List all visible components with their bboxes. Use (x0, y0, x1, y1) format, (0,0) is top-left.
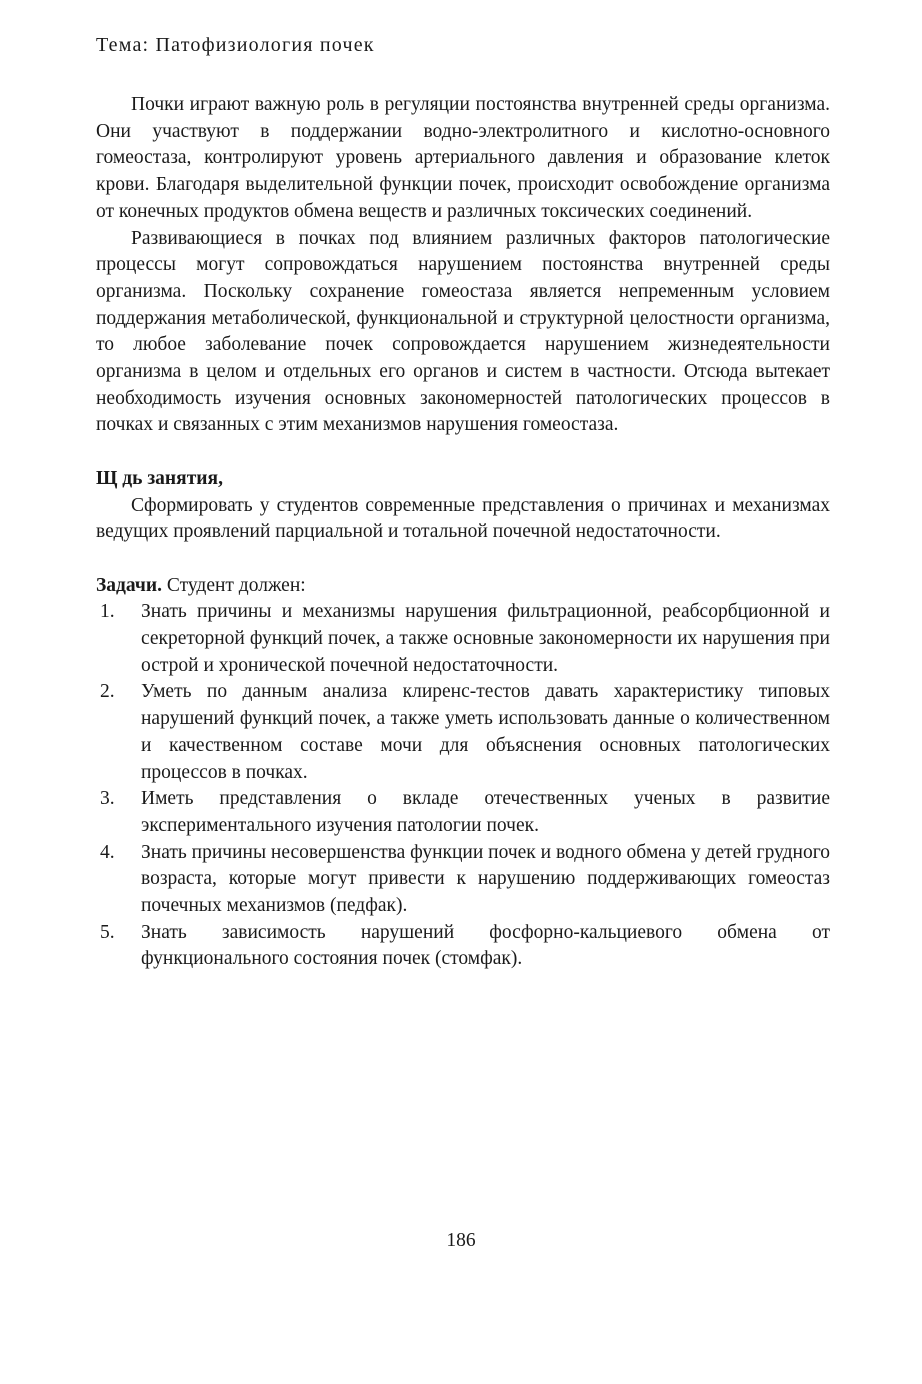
intro-paragraph-2: Развивающиеся в почках под влиянием различных факторов патологические процессы могут сопровождаться нарушением постоянства внутренней среды организма. Поскольку сохранение гомеостаза является непременным условием поддержания метаболической, функциональной и структурной целостности организма, то любое заболевание почек сопровождается нарушением жизнедеятельности организма в целом и отдельных его органов и систем в частности. Отсюда вытекает необходимость изучения основных закономерностей патологических процессов в почках и связанных с этим механизмов нарушения гомеостаза. (96, 227, 830, 436)
list-item (96, 786, 830, 839)
goal-section (96, 466, 830, 546)
list-item (96, 840, 830, 920)
list-item-number: 3. (100, 788, 115, 810)
running-title: Тема: Патофизиология почек (96, 34, 375, 56)
goal-text: Сформировать у студентов современные представления о причинах и механизмах ведущих проявлений парциальной и тотальной почечной недостаточности. (96, 494, 830, 543)
list-item-text: Иметь представления о вкладе отечественных ученых в развитие экспериментального изучения патологии почек. (141, 788, 830, 836)
list-item (96, 920, 830, 973)
tasks-section (96, 573, 830, 974)
page-body (96, 92, 830, 973)
list-item-text: Знать зависимость нарушений фосфорно-кальциевого обмена от функционального состояния почек (стомфак). (141, 921, 830, 970)
list-item-number: 2. (100, 681, 115, 703)
page-number: 186 (446, 1230, 476, 1251)
list-item (96, 679, 830, 786)
tasks-heading (96, 573, 830, 600)
intro-paragraph-1: Почки играют важную роль в регуляции постоянства внутренней среды организма. Они участвуют в поддержании водно-электролитного и кислотно-основного гомеостаза, контролируют уровень артериального давления и образование клеток крови. Благодаря выделительной функции почек, происходит освобождение организма от конечных продуктов обмена веществ и различных токсических соединений. (96, 94, 830, 222)
goal-heading-text: Щ дь занятия, (96, 467, 223, 489)
goal-heading (96, 466, 830, 493)
list-item-text: Знать причины несовершенства функции почек и водного обмена у детей грудного возраста, которые могут привести к нарушению поддерживающих гомеостаз почечных механизмов (педфак). (141, 841, 830, 917)
list-item-number: 4. (100, 841, 115, 863)
tasks-heading-rest: Студент должен: (161, 574, 306, 596)
task-list (96, 599, 830, 973)
list-item-text: Уметь по данным анализа клиренс-тестов давать характеристику типовых нарушений функций почек, а также уметь использовать данные о количественном и качественном составе мочи для объяснения основных патологических процессов в почках. (141, 681, 830, 783)
list-item (96, 599, 830, 679)
list-item-number: 5. (100, 921, 115, 943)
list-item-text: Знать причины и механизмы нарушения фильтрационной, реабсорбционной и секреторной функций почек, а также основные закономерности их нарушения при острой и хронической почечной недостаточности. (141, 601, 830, 676)
list-item-number: 1. (100, 601, 115, 623)
tasks-heading-bold: Задачи. (96, 574, 162, 596)
